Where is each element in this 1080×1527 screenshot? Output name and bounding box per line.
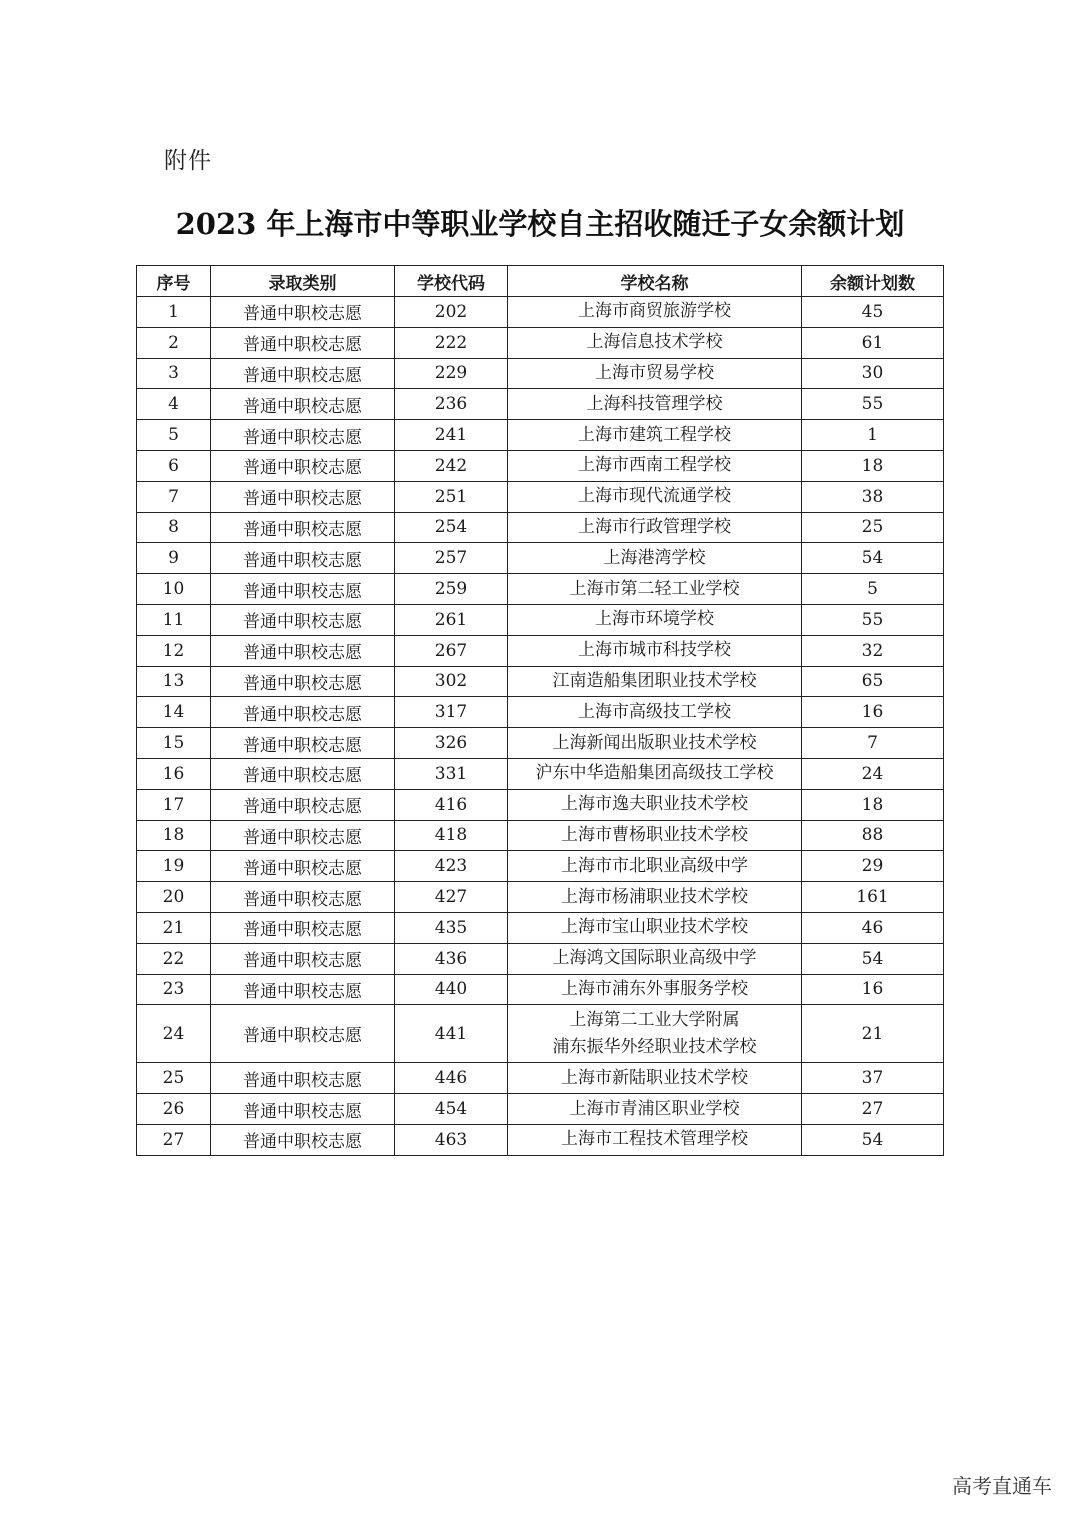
- cell-seq: 21: [137, 912, 211, 943]
- cell-category: 普通中职校志愿: [211, 389, 395, 420]
- school-name-line: 浦东振华外经职业技术学校: [552, 1036, 757, 1057]
- cell-school-name: [508, 297, 802, 328]
- table-row: [137, 574, 944, 605]
- cell-seq: 26: [137, 1094, 211, 1125]
- cell-category: 普通中职校志愿: [211, 450, 395, 481]
- cell-code: 418: [395, 820, 508, 851]
- cell-code: 254: [395, 512, 508, 543]
- school-name-line: 上海市工程技术管理学校: [561, 1129, 748, 1150]
- quota-table: [136, 265, 944, 1156]
- cell-seq: 27: [137, 1124, 211, 1155]
- table-row: [137, 543, 944, 574]
- header-quota: 余额计划数: [802, 266, 944, 297]
- cell-seq: 11: [137, 604, 211, 635]
- table-row: [137, 358, 944, 389]
- cell-seq: 14: [137, 697, 211, 728]
- cell-category: 普通中职校志愿: [211, 635, 395, 666]
- table-header-row: [137, 266, 944, 297]
- table-row: [137, 882, 944, 913]
- cell-seq: 10: [137, 574, 211, 605]
- cell-code: 242: [395, 450, 508, 481]
- school-name-line: 上海市城市科技学校: [578, 640, 731, 661]
- table-row: [137, 728, 944, 759]
- table-row: [137, 820, 944, 851]
- attachment-label: 附件: [164, 148, 212, 174]
- cell-quota: 30: [802, 358, 944, 389]
- cell-school-name: [508, 1063, 802, 1094]
- cell-seq: 23: [137, 974, 211, 1005]
- cell-school-name: [508, 851, 802, 882]
- cell-category: 普通中职校志愿: [211, 1124, 395, 1155]
- cell-quota: 16: [802, 974, 944, 1005]
- cell-category: 普通中职校志愿: [211, 789, 395, 820]
- cell-seq: 8: [137, 512, 211, 543]
- cell-category: 普通中职校志愿: [211, 974, 395, 1005]
- cell-school-name: [508, 697, 802, 728]
- cell-quota: 27: [802, 1094, 944, 1125]
- cell-school-name: [508, 1124, 802, 1155]
- cell-seq: 16: [137, 758, 211, 789]
- cell-school-name: [508, 327, 802, 358]
- cell-category: 普通中职校志愿: [211, 512, 395, 543]
- cell-school-name: [508, 358, 802, 389]
- table-row: [137, 297, 944, 328]
- table-row: [137, 697, 944, 728]
- cell-seq: 3: [137, 358, 211, 389]
- cell-code: 436: [395, 943, 508, 974]
- school-name-line: 上海市市北职业高级中学: [561, 855, 748, 876]
- cell-seq: 18: [137, 820, 211, 851]
- cell-quota: 5: [802, 574, 944, 605]
- document-title: 2023 年上海市中等职业学校自主招收随迁子女余额计划: [175, 207, 905, 241]
- cell-category: 普通中职校志愿: [211, 1063, 395, 1094]
- school-name-line: 上海市贸易学校: [595, 362, 714, 383]
- cell-seq: 7: [137, 481, 211, 512]
- cell-school-name: [508, 912, 802, 943]
- table-row: [137, 758, 944, 789]
- cell-seq: 25: [137, 1063, 211, 1094]
- cell-code: 326: [395, 728, 508, 759]
- cell-quota: 37: [802, 1063, 944, 1094]
- cell-seq: 15: [137, 728, 211, 759]
- table-row: [137, 450, 944, 481]
- cell-school-name: [508, 728, 802, 759]
- cell-code: 241: [395, 420, 508, 451]
- cell-seq: 1: [137, 297, 211, 328]
- cell-category: 普通中职校志愿: [211, 358, 395, 389]
- cell-seq: 17: [137, 789, 211, 820]
- cell-code: 257: [395, 543, 508, 574]
- table-row: [137, 420, 944, 451]
- cell-school-name: [508, 543, 802, 574]
- cell-category: 普通中职校志愿: [211, 420, 395, 451]
- cell-seq: 24: [137, 1005, 211, 1063]
- school-name-line: 上海市西南工程学校: [578, 455, 731, 476]
- school-name-line: 上海鸿文国际职业高级中学: [552, 948, 757, 969]
- table-row: [137, 789, 944, 820]
- cell-quota: 25: [802, 512, 944, 543]
- cell-school-name: [508, 481, 802, 512]
- table-row: [137, 1063, 944, 1094]
- cell-school-name: [508, 758, 802, 789]
- cell-code: 251: [395, 481, 508, 512]
- school-name-line: 上海市杨浦职业技术学校: [561, 886, 748, 907]
- table-row: [137, 1005, 944, 1063]
- header-name: 学校名称: [508, 266, 802, 297]
- cell-category: 普通中职校志愿: [211, 851, 395, 882]
- school-name-line: 上海市行政管理学校: [578, 516, 731, 537]
- table-row: [137, 389, 944, 420]
- cell-category: 普通中职校志愿: [211, 728, 395, 759]
- header-category: 录取类别: [211, 266, 395, 297]
- school-name-line: 沪东中华造船集团高级技工学校: [535, 763, 774, 784]
- cell-quota: 21: [802, 1005, 944, 1063]
- cell-school-name: [508, 1094, 802, 1125]
- cell-quota: 45: [802, 297, 944, 328]
- cell-school-name: [508, 1005, 802, 1063]
- cell-seq: 13: [137, 666, 211, 697]
- school-name-line: 上海市建筑工程学校: [578, 424, 731, 445]
- school-name-line: 上海市高级技工学校: [578, 701, 731, 722]
- school-name-line: 上海市环境学校: [595, 609, 714, 630]
- cell-code: 259: [395, 574, 508, 605]
- table-row: [137, 851, 944, 882]
- cell-category: 普通中职校志愿: [211, 543, 395, 574]
- table-row: [137, 666, 944, 697]
- cell-code: 261: [395, 604, 508, 635]
- cell-quota: 1: [802, 420, 944, 451]
- school-name-line: 上海市新陆职业技术学校: [561, 1067, 748, 1088]
- cell-code: 423: [395, 851, 508, 882]
- cell-school-name: [508, 574, 802, 605]
- cell-category: 普通中职校志愿: [211, 758, 395, 789]
- cell-quota: 18: [802, 450, 944, 481]
- cell-seq: 9: [137, 543, 211, 574]
- cell-quota: 16: [802, 697, 944, 728]
- school-name-line: 上海市现代流通学校: [578, 486, 731, 507]
- cell-code: 331: [395, 758, 508, 789]
- table-row: [137, 604, 944, 635]
- cell-code: 317: [395, 697, 508, 728]
- watermark: 高考直通车: [952, 1474, 1052, 1498]
- cell-quota: 54: [802, 943, 944, 974]
- header-code: 学校代码: [395, 266, 508, 297]
- school-name-line: 上海市逸夫职业技术学校: [561, 794, 748, 815]
- table-row: [137, 481, 944, 512]
- cell-quota: 46: [802, 912, 944, 943]
- cell-category: 普通中职校志愿: [211, 574, 395, 605]
- cell-category: 普通中职校志愿: [211, 697, 395, 728]
- cell-school-name: [508, 943, 802, 974]
- cell-school-name: [508, 604, 802, 635]
- cell-quota: 88: [802, 820, 944, 851]
- cell-quota: 7: [802, 728, 944, 759]
- cell-school-name: [508, 635, 802, 666]
- table-row: [137, 1124, 944, 1155]
- cell-seq: 12: [137, 635, 211, 666]
- cell-code: 440: [395, 974, 508, 1005]
- cell-code: 202: [395, 297, 508, 328]
- cell-school-name: [508, 420, 802, 451]
- school-name-line: 上海市青浦区职业学校: [569, 1098, 740, 1119]
- cell-seq: 5: [137, 420, 211, 451]
- table-row: [137, 1094, 944, 1125]
- cell-category: 普通中职校志愿: [211, 666, 395, 697]
- cell-code: 435: [395, 912, 508, 943]
- cell-quota: 55: [802, 604, 944, 635]
- cell-code: 416: [395, 789, 508, 820]
- cell-category: 普通中职校志愿: [211, 1094, 395, 1125]
- cell-code: 454: [395, 1094, 508, 1125]
- cell-school-name: [508, 789, 802, 820]
- cell-quota: 161: [802, 882, 944, 913]
- cell-school-name: [508, 512, 802, 543]
- table-row: [137, 512, 944, 543]
- cell-code: 441: [395, 1005, 508, 1063]
- cell-school-name: [508, 450, 802, 481]
- school-name-line: 上海科技管理学校: [586, 393, 723, 414]
- school-name-line: 上海第二工业大学附属: [569, 1009, 740, 1030]
- cell-category: 普通中职校志愿: [211, 297, 395, 328]
- school-name-line: 上海市商贸旅游学校: [578, 301, 731, 322]
- school-name-line: 上海港湾学校: [603, 547, 706, 568]
- cell-category: 普通中职校志愿: [211, 1005, 395, 1063]
- table-row: [137, 943, 944, 974]
- cell-category: 普通中职校志愿: [211, 820, 395, 851]
- cell-code: 222: [395, 327, 508, 358]
- cell-quota: 65: [802, 666, 944, 697]
- cell-seq: 4: [137, 389, 211, 420]
- school-name-line: 上海信息技术学校: [586, 332, 723, 353]
- cell-seq: 6: [137, 450, 211, 481]
- cell-category: 普通中职校志愿: [211, 943, 395, 974]
- cell-category: 普通中职校志愿: [211, 327, 395, 358]
- cell-school-name: [508, 882, 802, 913]
- school-name-line: 上海市浦东外事服务学校: [561, 978, 748, 999]
- cell-quota: 55: [802, 389, 944, 420]
- cell-seq: 19: [137, 851, 211, 882]
- cell-quota: 38: [802, 481, 944, 512]
- cell-school-name: [508, 974, 802, 1005]
- school-name-line: 上海新闻出版职业技术学校: [552, 732, 757, 753]
- cell-quota: 54: [802, 1124, 944, 1155]
- cell-school-name: [508, 820, 802, 851]
- cell-code: 236: [395, 389, 508, 420]
- cell-quota: 29: [802, 851, 944, 882]
- school-name-line: 江南造船集团职业技术学校: [552, 670, 757, 691]
- school-name-line: 上海市曹杨职业技术学校: [561, 824, 748, 845]
- table-row: [137, 327, 944, 358]
- cell-code: 427: [395, 882, 508, 913]
- cell-code: 463: [395, 1124, 508, 1155]
- cell-school-name: [508, 389, 802, 420]
- cell-category: 普通中职校志愿: [211, 481, 395, 512]
- cell-code: 302: [395, 666, 508, 697]
- cell-quota: 18: [802, 789, 944, 820]
- cell-quota: 24: [802, 758, 944, 789]
- cell-code: 229: [395, 358, 508, 389]
- cell-category: 普通中职校志愿: [211, 882, 395, 913]
- cell-quota: 54: [802, 543, 944, 574]
- school-name-line: 上海市宝山职业技术学校: [561, 917, 748, 938]
- table-row: [137, 912, 944, 943]
- cell-code: 267: [395, 635, 508, 666]
- cell-seq: 2: [137, 327, 211, 358]
- cell-category: 普通中职校志愿: [211, 912, 395, 943]
- cell-category: 普通中职校志愿: [211, 604, 395, 635]
- cell-code: 446: [395, 1063, 508, 1094]
- table-body: [137, 297, 944, 1156]
- header-seq: 序号: [137, 266, 211, 297]
- cell-seq: 22: [137, 943, 211, 974]
- table-row: [137, 635, 944, 666]
- cell-quota: 61: [802, 327, 944, 358]
- cell-quota: 32: [802, 635, 944, 666]
- cell-seq: 20: [137, 882, 211, 913]
- school-name-line: 上海市第二轻工业学校: [569, 578, 740, 599]
- table-row: [137, 974, 944, 1005]
- cell-school-name: [508, 666, 802, 697]
